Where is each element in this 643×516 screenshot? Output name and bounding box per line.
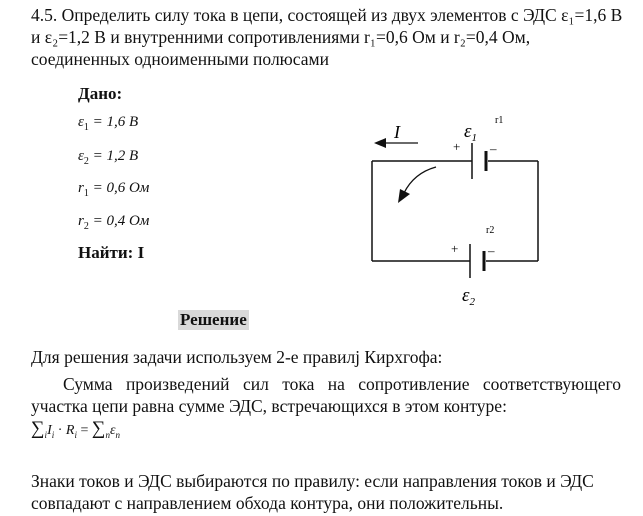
- given-r2: $r_2 = 0,4$ Ом: [78, 213, 150, 232]
- eps1-label: $\varepsilon_1$: [464, 121, 477, 144]
- given-eps1: $\varepsilon_1 = 1,6$ В: [78, 114, 139, 133]
- given-eps2: $\varepsilon_2 = 1,2$ В: [78, 148, 139, 167]
- current-label: I: [394, 122, 400, 142]
- loop-arrowhead: [398, 189, 410, 203]
- r1-label: r1: [495, 115, 504, 126]
- sign-rule-text: Знаки токов и ЭДС выбираются по правилу: если направления токов и ЭДС совпадают с направлением обхода контура, они положительны.: [31, 471, 594, 513]
- r2-label: r2: [486, 225, 495, 236]
- kirchhoff-rule-text: Сумма произведений сил тока на сопротивление соответствующего участка цепи равна сумме ЭДС, встречающихся в этом контуре:: [31, 374, 621, 416]
- problem-statement: 4.5. Определить силу тока в цепи, состоящей из двух элементов с ЭДС ε₁=1,6 В и ε₂=1,2 В и внутренними сопротивлениями r₁=0,6 Ом и r₂=0,4 Ом, соединенных одноименными полюсами: [31, 5, 623, 69]
- battery2-plus: +: [451, 241, 459, 256]
- solution-intro: Для решения задачи используем 2-е правилј Кирхгофа:: [31, 347, 443, 367]
- given-heading: Дано:: [78, 84, 123, 103]
- battery1-plus: +: [453, 139, 461, 154]
- current-arrowhead: [374, 138, 386, 148]
- loop-direction-arrow: [404, 167, 436, 193]
- find-label: Найти: I: [78, 243, 145, 262]
- kirchhoff-formula: $\sum_iI_i \cdot R_i = \sum_n\varepsilon_n$: [31, 418, 120, 440]
- circuit-diagram: [360, 105, 620, 310]
- eps2-label: $\varepsilon_2$: [462, 285, 475, 308]
- battery1-minus: –: [490, 141, 497, 156]
- given-r1: $r_1 = 0,6$ Ом: [78, 180, 150, 199]
- battery2-minus: –: [488, 243, 495, 258]
- solution-heading: Решение: [180, 310, 247, 329]
